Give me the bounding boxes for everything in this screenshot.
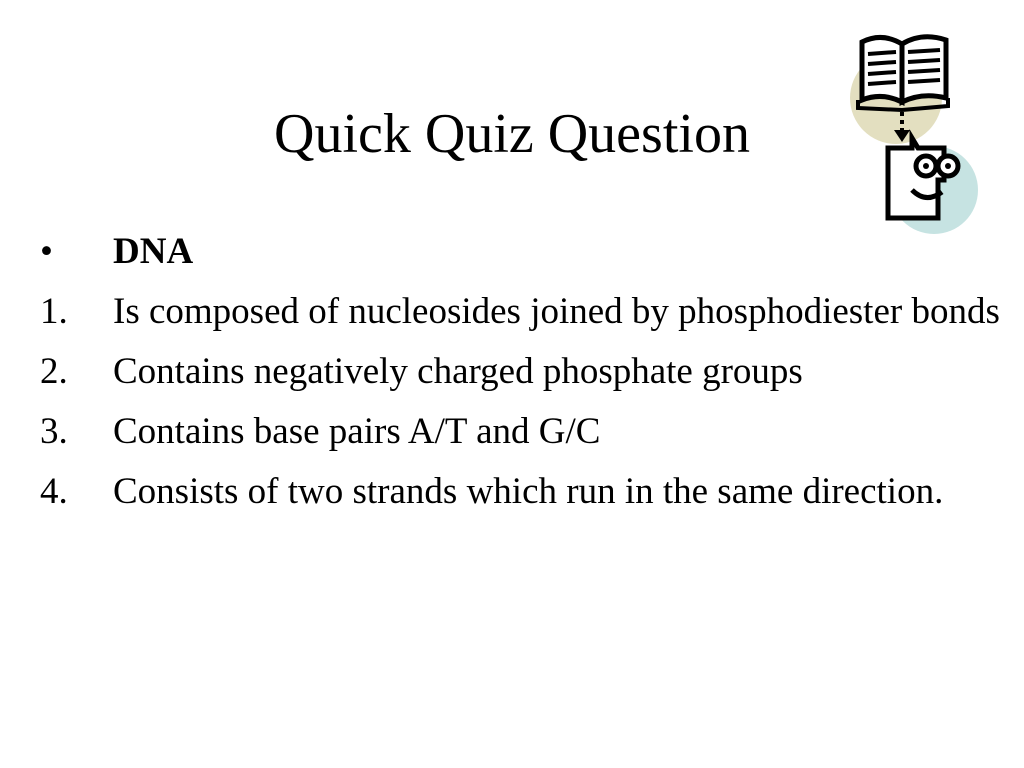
slide-body: [40, 228, 1000, 528]
option-number: 2.: [40, 351, 68, 392]
option-number: 4.: [40, 471, 68, 512]
option-number: 3.: [40, 411, 68, 452]
answer-option-2: [40, 348, 1000, 396]
option-number: 1.: [40, 291, 68, 332]
book-to-reader-icon: [848, 30, 984, 240]
answer-option-4: [40, 468, 1000, 516]
answer-option-3: [40, 408, 1000, 456]
question-text: DNA: [113, 231, 194, 272]
bullet-marker: •: [40, 231, 53, 272]
slide-title: Quick Quiz Question: [274, 103, 750, 165]
option-text: Contains negatively charged phosphate groups: [113, 351, 803, 392]
option-text: Contains base pairs A/T and G/C: [113, 411, 601, 452]
option-text: Consists of two strands which run in the same direction.: [113, 471, 944, 512]
option-text: Is composed of nucleosides joined by phosphodiester bonds: [113, 291, 1000, 332]
question-item: [40, 228, 1000, 276]
answer-option-1: [40, 288, 1000, 336]
